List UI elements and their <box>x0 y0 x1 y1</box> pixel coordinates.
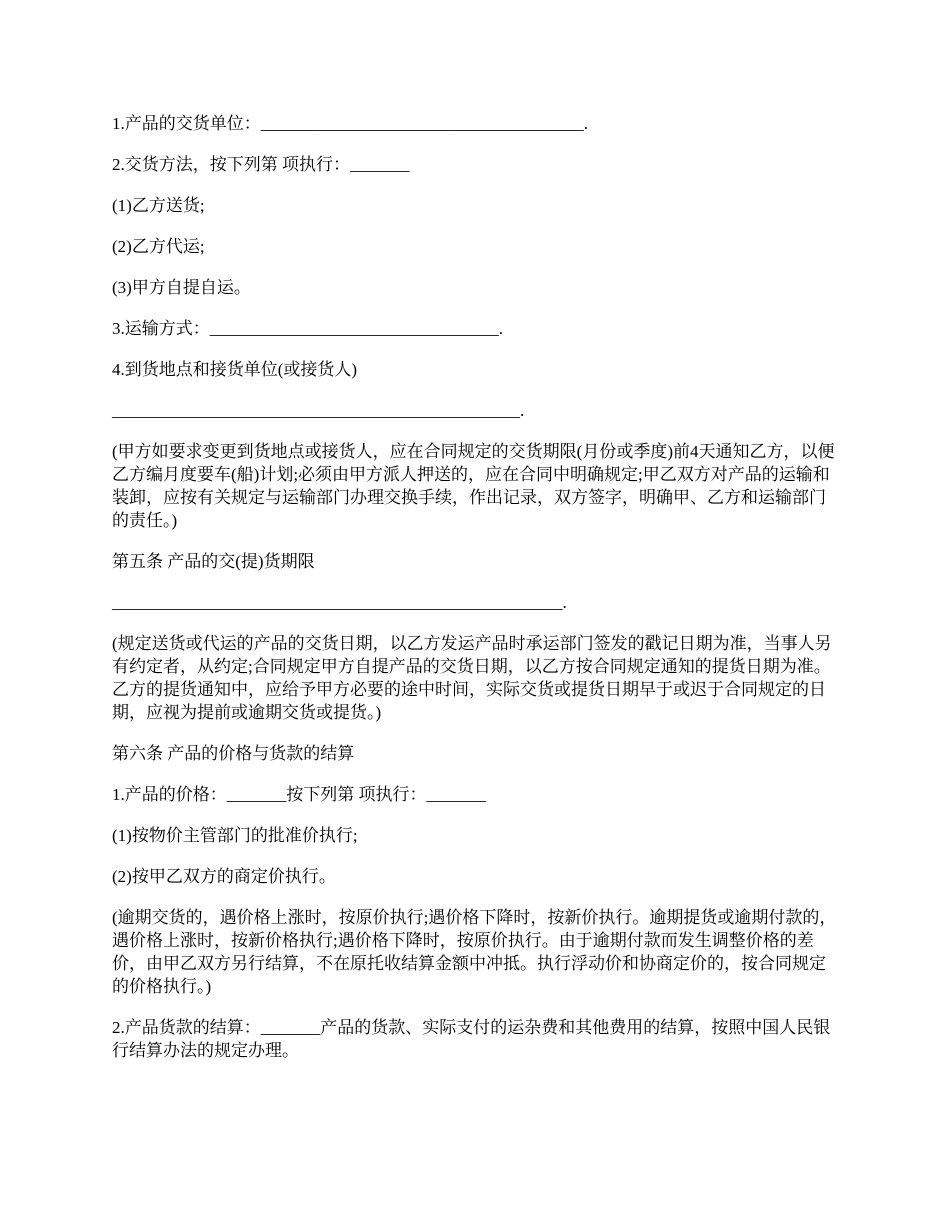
delivery-method-line: 2.交货方法，按下列第 项执行：_______ <box>112 155 410 174</box>
price-adjustment-note: (逾期交货的，遇价格上涨时，按原价执行;遇价格下降时，按新价执行。逾期提货或逾期付款的，遇价格上涨时，按新价格执行;遇价格下降时，按原价执行。由于逾期付款而发生调整价格的差价，由甲乙双方另行结算，不在原托收结算金额中冲抵。执行浮动价和协商定价的，按合同规定的价格执行。) <box>112 908 837 996</box>
arrival-place-heading: 4.到货地点和接货单位(或接货人) <box>112 360 358 379</box>
document-page <box>112 112 838 1080</box>
delivery-date-note: (规定送货或代运的产品的交货日期，以乙方发运产品时承运部门签发的戳记日期为准，当事人另有约定者，从约定;合同规定甲方自提产品的交货日期，以乙方按合同规定通知的提货日期为准。乙方的提货通知中，应给予甲方必要的途中时间，实际交货或提货日期早于或迟于合同规定的日期，应视为提前或逾期交货或提货。) <box>112 634 832 722</box>
method-option-2: (2)乙方代运; <box>112 237 205 256</box>
arrival-change-note: (甲方如要求变更到货地点或接货人，应在合同规定的交货期限(月份或季度)前4天通知乙方，以便乙方编月度要车(船)计划;必须由甲方派人押送的，应在合同中明确规定;甲乙双方对产品的运输和装卸，应按有关规定与运输部门办理交换手续，作出记录，双方签字，明确甲、乙方和运输部门的责任。) <box>112 442 835 530</box>
payment-settlement-line: 2.产品货款的结算：_______产品的货款、实际支付的运杂费和其他费用的结算，按照中国人民银行结算办法的规定办理。 <box>112 1018 831 1060</box>
arrival-place-blank: ________________________________________________. <box>112 401 525 420</box>
method-option-3: (3)甲方自提自运。 <box>112 278 251 297</box>
article-5-heading: 第五条 产品的交(提)货期限 <box>112 552 315 571</box>
delivery-unit-line: 1.产品的交货单位：______________________________________. <box>112 114 588 133</box>
method-option-1: (1)乙方送货; <box>112 196 205 215</box>
article-6-heading: 第六条 产品的价格与货款的结算 <box>112 744 355 763</box>
price-line: 1.产品的价格：_______按下列第 项执行：_______ <box>112 785 486 804</box>
price-option-1: (1)按物价主管部门的批准价执行; <box>112 826 358 845</box>
delivery-period-blank: _____________________________________________________. <box>112 593 567 612</box>
price-option-2: (2)按甲乙双方的商定价执行。 <box>112 867 336 886</box>
transport-method-line: 3.运输方式：__________________________________. <box>112 319 503 338</box>
